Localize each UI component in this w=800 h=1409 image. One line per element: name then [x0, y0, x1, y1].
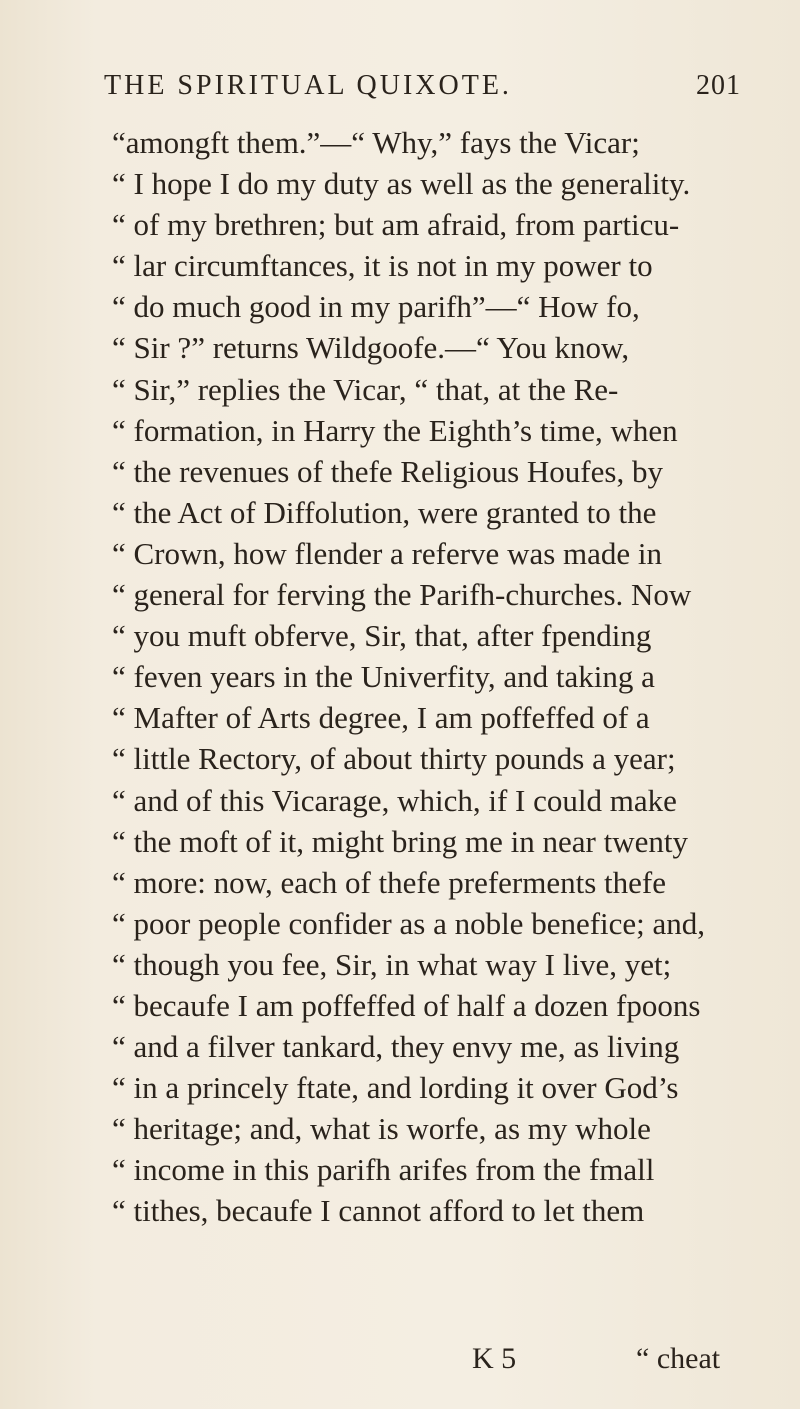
text-line: “ feven years in the Univerfity, and taking a: [112, 659, 655, 695]
text-line: “ and a filver tankard, they envy me, as living: [112, 1029, 680, 1065]
text-line: “ Sir ?” returns Wildgoofe.—“ You know,: [112, 330, 630, 366]
text-line: “ more: now, each of thefe preferments thefe: [112, 864, 666, 900]
text-line: “ I hope I do my duty as well as the generality.: [112, 166, 691, 202]
signature-mark: K 5: [472, 1342, 517, 1375]
text-line: “ becaufe I am poffeffed of half a dozen fpoons: [112, 987, 701, 1023]
catchword: “ cheat: [636, 1342, 721, 1375]
text-line: “ general for ferving the Parifh-churches. Now: [112, 577, 692, 613]
text-line: “ Crown, how flender a referve was made in: [112, 535, 663, 571]
text-line: “ the Act of Diffolution, were granted to the: [112, 494, 657, 530]
text-line: “ formation, in Harry the Eighth’s time, when: [112, 412, 678, 448]
text-line: “ the moft of it, might bring me in near twenty: [112, 823, 688, 859]
running-title: THE SPIRITUAL QUIXOTE.: [104, 70, 512, 101]
text-line: “ heritage; and, what is worfe, as my whole: [112, 1111, 651, 1147]
text-line: “ of my brethren; but am afraid, from particu-: [112, 207, 680, 243]
text-line: “ though you fee, Sir, in what way I live, yet;: [112, 946, 672, 982]
text-line: “ the revenues of thefe Religious Houfes, by: [112, 453, 663, 489]
text-line: “amongft them.”—“ Why,” fays the Vicar;: [112, 125, 640, 160]
text-line: “ income in this parifh arifes from the fmall: [112, 1152, 655, 1188]
text-line: “ Mafter of Arts degree, I am poffeffed of a: [112, 700, 650, 736]
text-line: “ Sir,” replies the Vicar, “ that, at the Re-: [112, 371, 619, 407]
text-line: “ lar circumftances, it is not in my power to: [112, 248, 653, 284]
running-header: [104, 70, 794, 120]
text-line: “ and of this Vicarage, which, if I could make: [112, 782, 677, 818]
text-line: “ do much good in my parifh”—“ How fo,: [112, 289, 640, 325]
text-line: “ tithes, becaufe I cannot afford to let them: [112, 1193, 645, 1229]
body-text: [112, 122, 792, 1232]
text-line: “ poor people confider as a noble benefice; and,: [112, 905, 706, 941]
page-number: 201: [696, 70, 741, 101]
text-line: “ you muft obferve, Sir, that, after fpending: [112, 618, 652, 654]
page-footer: [112, 1342, 792, 1382]
text-line: “ in a princely ftate, and lording it over God’s: [112, 1070, 679, 1106]
text-line: “ little Rectory, of about thirty pounds a year;: [112, 741, 676, 777]
